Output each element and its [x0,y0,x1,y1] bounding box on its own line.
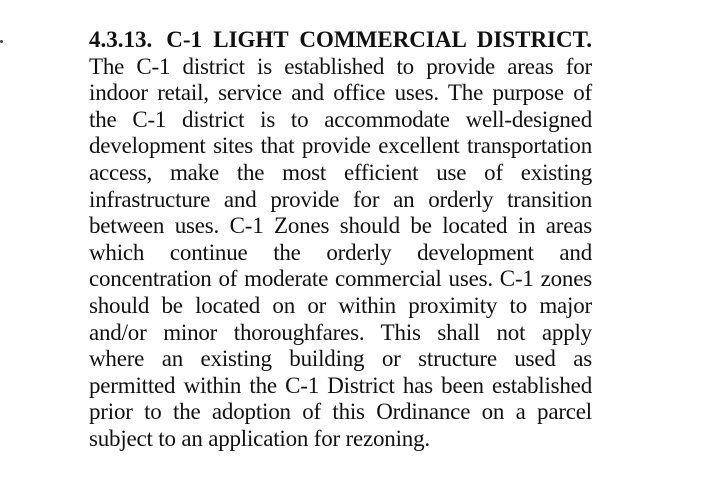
body-line: where an existing building or structure used as [89,346,592,372]
body-line: prior to the adoption of this Ordinance on a parcel [89,399,592,425]
body-line: the C-1 district is to accommodate well-designed [89,106,592,132]
body-line: permitted within the C-1 District has been established [89,372,592,398]
body-line: indoor retail, service and office uses. The purpose of [89,80,592,106]
body-line: concentration of moderate commercial uses. C-1 zones [89,266,592,292]
section-number: 4.3.13. [89,27,153,52]
body-line: development sites that provide excellent transportation [89,133,592,159]
body-line: subject to an application for rezoning. [89,425,430,451]
body-line: and/or minor thoroughfares. This shall not apply [89,319,592,345]
section-title: C-1 LIGHT COMMERCIAL DISTRICT. [166,27,592,52]
body-line: infrastructure and provide for an orderly transition [89,186,592,212]
body-line: The C-1 district is established to provide areas for [89,53,592,79]
margin-mark [0,40,3,43]
section-heading [89,27,592,54]
body-line: access, make the most efficient use of existing [89,159,592,185]
body-line: between uses. C-1 Zones should be located in areas [89,213,592,239]
ordinance-section [89,27,592,453]
body-line: should be located on or within proximity to major [89,292,592,318]
body-line: which continue the orderly development and [89,239,592,265]
